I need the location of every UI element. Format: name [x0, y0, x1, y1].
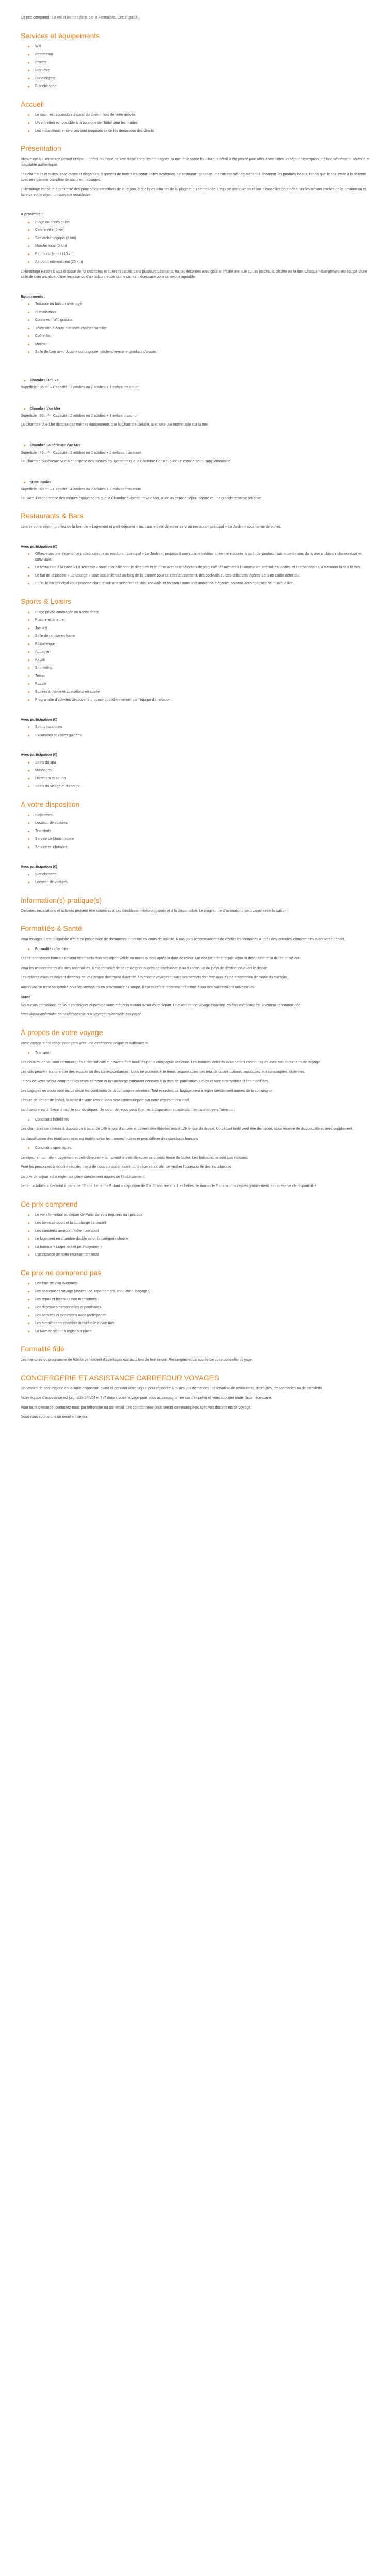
list-item: ■ Conditions hôtelières	[28, 1117, 370, 1123]
list-item: ■ Blanchisserie	[28, 872, 370, 878]
list-item: ■ Massages	[28, 768, 370, 774]
room-description: Superficie : 35 m² – Capacité : 2 adultes ou 2 adultes + 1 enfant maximum	[21, 414, 140, 418]
list-item: ■ Tennis	[28, 674, 370, 680]
services-list	[28, 44, 370, 90]
paragraph: Votre voyage a été conçu pour vous offrir une expérience unique et authentique.	[21, 1041, 149, 1045]
paragraph: Aucun vaccin n'est obligatoire pour les voyageurs en provenance d'Europe. Il est toutefois recommandé d'être à jour des vaccinations universelles.	[21, 985, 255, 989]
restaurants-list	[28, 552, 370, 587]
disposition-list	[28, 813, 370, 851]
list-item: ■ Soins du visage et du corps	[28, 784, 370, 790]
sports-list	[28, 610, 370, 703]
list-item: ■ Salle de remise en forme	[28, 634, 370, 639]
list-item: ■ La taxe de séjour à régler sur place	[28, 1329, 370, 1335]
paragraph: Pour voyager, il est obligatoire d'être en possession de documents d'identité en cours de validité. Nous vous recommandons de vérifier les formalités auprès des autorités compétentes avant votre départ.	[21, 938, 345, 941]
room-note: La Chambre Supérieure Vue Mer dispose des mêmes équipements que la Chambre Deluxe, avec un espace salon supplémentaire.	[21, 460, 231, 463]
list-item: ■ Sports nautiques	[28, 725, 370, 731]
paragraph: Les horaires de vol sont communiqués à titre indicatif et peuvent être modifiés par la compagnie aérienne. Les horaires définitifs vous seront communiqués avec vos documents de voyage.	[21, 1060, 321, 1064]
restaurants-title: Restaurants & Bars	[21, 512, 84, 520]
list-item: ■ Paddle	[28, 682, 370, 687]
list-item: ■ Transport	[28, 1050, 370, 1056]
paragraph: Le prix de votre séjour comprend les taxes aéroport et la surcharge carburant connues à la date de publication. Celles-ci sont susceptibles d'être modifiées.	[21, 1079, 269, 1083]
list-item: ■ Parcours de golf (10 km)	[28, 252, 370, 258]
list-item: ■ Les activités et excursions avec participation	[28, 1313, 370, 1319]
list-item: ■ Un entretien est possible à la boutique de l'hôtel pour les mariés	[28, 121, 370, 126]
list-item: ■ Snorkeling	[28, 666, 370, 671]
list-item: ■ Les assurances voyage (assistance, rapatriement, annulation, bagages)	[28, 1289, 370, 1295]
list-item: ■ Le salon est accessible à partir du chek-in lors de votre arrivée	[28, 113, 370, 118]
paragraph: L'Hermitage est situé à proximité des principales attractions de la région, à quelques minutes de la plage et du centre-ville. L'équipe attentive saura vous conseiller pour découvrir les trésors cachés de la destination et faire de votre séjour un souvenir inoubliable.	[21, 188, 366, 197]
list-item	[28, 947, 370, 953]
list-item: ■ Les dépenses personnelles et pourboires	[28, 1305, 370, 1311]
list-item: ■ Plage privée aménagée en accès direct	[28, 610, 370, 616]
list-item: ■ Hammam et sauna	[28, 776, 370, 782]
hermitage-description: L'Hermitage Resort & Spa dispose de 72 chambres et suites réparties dans plusieurs bâtiments, toutes décorées avec goût et offrant une vue sur les jardins, la piscine ou la mer. Chaque hébergement est équipé d'une salle de bain privative, d'une terrasse ou d'un balcon, et de tout le confort nécessaire pour un séjour agréable.	[21, 269, 367, 279]
paragraph: Pour les personnes à mobilité réduite, merci de nous consulter avant toute réservation afin de vérifier l'accessibilité des installations.	[21, 1165, 232, 1169]
paragraph: Le tarif « Adulte » s'entend à partir de 12 ans. Le tarif « Enfant » s'applique de 2 à 11 ans révolus. Les bébés de moins de 2 ans sont acceptés gratuitement, sous réserve de disponibilité.	[21, 1184, 318, 1188]
list-item: ■ Marché local (3 km)	[28, 244, 370, 249]
formalites-list	[28, 947, 370, 953]
list-item: ■ Piscine extérieure	[28, 618, 370, 623]
paragraph: Les chambres et suites, spacieuses et élégantes, disposent de toutes les commodités modernes. Le restaurant propose une cuisine raffinée mettant à l'honneur les produits locaux, tandis que le spa invite à la détente avec une gamme complète de soins et massages.	[21, 173, 366, 182]
list-item: ■ Kayak	[28, 658, 370, 664]
list-item: ■ Programme d'activités découverte proposé quotidiennement par l'équipe d'animation	[28, 698, 370, 703]
list-item: ■ Les taxes aéroport et la surcharge carburant	[28, 1221, 370, 1226]
spa-title: Avec participation (€)	[21, 753, 57, 757]
ce-prix-ne-comprend-pas-title: Ce prix ne comprend pas	[21, 1268, 102, 1277]
autres-services-title: Avec participation (€)	[21, 865, 57, 869]
list-item: ■ Piscine	[28, 60, 370, 66]
room-name: ■ Chambre Deluxe	[30, 378, 370, 384]
paragraph: Un service de conciergerie est à votre disposition avant et pendant votre séjour pour répondre à toutes vos demandes : réservation de restaurants, d'activités, de spectacles ou de transferts.	[21, 1386, 323, 1391]
paragraph: Le séjour en formule « Logement et petit-déjeuner » comprend le petit-déjeuner servi sous forme de buffet. Les boissons ne sont pas incluses.	[21, 1156, 248, 1160]
restaurants-extra-title: Avec participation (€)	[21, 545, 57, 549]
diplomatie-link[interactable]: https://www.diplomatie.gouv.fr/fr/conseils-aux-voyageurs/conseils-par-pays/	[21, 1013, 141, 1016]
fidelite-title: Formalité fidé	[21, 1345, 64, 1353]
list-item: ■ Les frais de visa éventuels	[28, 1281, 370, 1287]
presentation-title: Présentation	[21, 144, 61, 152]
list-item: ■ Bicyclettes	[28, 813, 370, 819]
list-item: ■ Les suppléments chambre individuelle et vue mer	[28, 1321, 370, 1327]
paragraph: Pour les ressortissants d'autres nationalités, il est conseillé de se renseigner auprès de l'ambassade ou du consulat du pays de destination avant le départ.	[21, 966, 269, 970]
list-item: ■ Blanchisserie	[28, 84, 370, 90]
list-item: ■ Les repas et boissons non mentionnés	[28, 1297, 370, 1303]
list-item: ■ Coffre-fort	[28, 334, 370, 340]
paragraph: Les enfants mineurs doivent disposer de leur propre document d'identité. Un mineur voyageant sans ses parents doit être muni d'une autorisation de sortie du territoire.	[21, 976, 288, 979]
list-item: ■ Site archéologique (8 km)	[28, 236, 370, 242]
list-item: ■ Transferts	[28, 829, 370, 835]
list-item: ■ Les transferts aéroport / hôtel / aéroport	[28, 1229, 370, 1234]
paragraph: Notre équipe d'assistance est joignable 24h/24 et 7j/7 durant votre voyage pour vous accompagner en cas d'imprévu et vous apporter toute l'aide nécessaire.	[21, 1396, 272, 1400]
list-item: ■ Le vol aller-retour au départ de Paris sur vols réguliers ou spéciaux	[28, 1213, 370, 1218]
list-item: ■ Restaurant	[28, 52, 370, 58]
list-item: ■ Le logement en chambre double selon la catégorie choisie	[28, 1236, 370, 1242]
info-text: Certaines installations et activités peuvent être soumises à des conditions météorologiques et à la disponibilité. Le programme d'animations peut varier selon la saison.	[21, 909, 288, 913]
paragraph: Nous vous conseillons de vous renseigner auprès de votre médecin traitant avant votre départ. Une assurance voyage couvrant les frais médicaux est vivement recommandée.	[21, 1003, 301, 1007]
accueil-title: Accueil	[21, 99, 44, 108]
info-title: Information(s) pratique(s)	[21, 895, 102, 904]
spa-list	[28, 760, 370, 790]
ce-prix-comprend-list	[28, 1213, 370, 1258]
room-name: ■ Chambre Supérieure Vue Mer	[30, 443, 370, 449]
list-item: ■ Soins du spa	[28, 760, 370, 766]
room-note: La Chambre Vue Mer dispose des mêmes équipements que la Chambre Deluxe, avec une vue imprenable sur la mer.	[21, 422, 209, 427]
paragraph: Lors de votre séjour, profitez de la formule « Logement et petit-déjeuner » incluant le petit-déjeuner servi au restaurant principal « Le Jardin » sous forme de buffet.	[21, 525, 281, 529]
room-name: ■ Chambre Vue Mer	[30, 406, 370, 412]
formalite-label: Formalités d'entrée	[35, 947, 69, 951]
list-item: ■ Enfin, le bar principal vous propose chaque soir une sélection de vins, cocktails et boissons dans une ambiance élégante, souvent accompagnée de musique live.	[28, 581, 370, 587]
paragraph: Nous vous souhaitons un excellent séjour.	[21, 1415, 88, 1419]
room-note: La Suite Junior dispose des mêmes équipements que la Chambre Supérieure Vue Mer, avec un espace séjour séparé et une grande terrasse privative.	[21, 496, 263, 500]
list-item: ■ Terrasse ou balcon aménagé	[28, 302, 370, 308]
list-item: ■ Connexion Wifi gratuite	[28, 318, 370, 324]
list-item: ■ Les installations et services sont proposés selon les demandes des clients	[28, 129, 370, 134]
room-description: Superficie : 45 m² – Capacité : 3 adultes ou 2 adultes + 2 enfants maximum	[21, 451, 141, 455]
formalites-title: Formalités & Santé	[21, 924, 83, 933]
list-item: ■ Salle de bain avec douche ou baignoire, sèche-cheveux et produits d'accueil	[28, 350, 370, 355]
list-item: ■ Télévision à écran plat avec chaînes satellite	[28, 326, 370, 332]
list-item: ■ Le bar de la piscine « Le Lounge » vous accueille tout au long de la journée pour un rafraîchissement, des cocktails ou des collations légères dans un cadre détendu.	[28, 573, 370, 579]
paragraph: La chambre est à libérer à midi le jour du départ. Un salon de repos peut être mis à disposition en attendant le transfert vers l'aéroport.	[21, 1108, 236, 1112]
aproximite-title: À proximité :	[21, 213, 43, 216]
list-item: ■ Soirées à thème et animations en soirée	[28, 690, 370, 696]
list-item: ■ Conditions spécifiques	[28, 1146, 370, 1151]
list-item: ■ Plage en accès direct	[28, 220, 370, 226]
sante-title: Santé	[21, 996, 31, 999]
paragraph: Les ressortissants français doivent être munis d'un passeport valide au moins 6 mois après la date de retour. Un visa peut être requis selon la destination et la durée du séjour.	[21, 957, 300, 960]
list-item: ■ Centre-ville (5 km)	[28, 228, 370, 233]
paragraph: L'heure de départ de l'hôtel, la veille de votre retour, vous sera communiquée par notre représentant local.	[21, 1098, 190, 1103]
paragraph: Pour toute demande, contactez-nous par téléphone ou par email. Les coordonnées vous seront communiquées avec vos documents de voyage.	[21, 1405, 252, 1410]
hotel-list	[28, 1117, 370, 1123]
room-name: ■ Suite Junior	[30, 480, 370, 486]
apropos-title: À propos de votre voyage	[21, 1028, 103, 1037]
equipements-list	[28, 302, 370, 355]
equipements-title: Équipements :	[21, 295, 46, 299]
paragraph: Les chambres sont mises à disposition à partir de 14h le jour d'arrivée et doivent être libérées avant 12h le jour du départ. Un départ tardif peut être demandé, sous réserve de disponibilité et avec supplément.	[21, 1127, 353, 1131]
ce-prix-ne-comprend-pas-list	[28, 1281, 370, 1335]
autres-services-list	[28, 872, 370, 886]
aproximite-list	[28, 220, 370, 265]
paragraph: Bienvenue au Hermitage Resort et Spa, un hôtel-boutique de luxe niché entre les montagnes, la mer et le sable fin. Chaque détail a été pensé pour offrir à ses hôtes un séjour d'exception, mêlant raffinement, sérénité et hospitalité authentique.	[21, 158, 370, 167]
list-item: ■ Wifi	[28, 44, 370, 50]
accueil-list	[28, 113, 370, 134]
paragraph: Les membres du programme de fidélité bénéficient d'avantages exclusifs lors de leur séjour. Renseignez-vous auprès de votre conseiller voyage.	[21, 1358, 253, 1362]
list-item: ■ Aéroport international (25 km)	[28, 260, 370, 265]
list-item: ■ Excursions et visites guidées	[28, 733, 370, 739]
list-item: ■ Bien-être	[28, 68, 370, 74]
list-item: ■ Offrez-vous une expérience gastronomique au restaurant principal « Le Jardin », proposant une cuisine méditerranéenne élaborée à partir de produits frais et de saison, dans une ambiance chaleureuse et conviviale.	[28, 552, 370, 563]
paragraph: Les bagages en soute sont inclus selon les conditions de la compagnie aérienne. Tout excédent de bagage sera à régler directement auprès de la compagnie.	[21, 1089, 274, 1093]
cond-list	[28, 1146, 370, 1151]
transport-list	[28, 1050, 370, 1056]
list-item: ■ Aquagym	[28, 650, 370, 655]
list-item: ■ La formule « Logement et petit-déjeuner »	[28, 1245, 370, 1250]
list-item: ■ L'assistance de notre représentant local	[28, 1252, 370, 1258]
ce-prix-comprend-title: Ce prix comprend	[21, 1199, 78, 1208]
room-description: Superficie : 35 m² – Capacité : 2 adultes ou 2 adultes + 1 enfant maximum	[21, 386, 140, 389]
sports-title: Sports & Loisirs	[21, 597, 72, 605]
list-item: ■ Location de voitures	[28, 821, 370, 826]
list-item: ■ Climatisation	[28, 310, 370, 316]
list-item: ■ Minibar	[28, 342, 370, 348]
disposition-title: À votre disposition	[21, 800, 80, 808]
list-item: ■ Service de blanchisserie	[28, 837, 370, 842]
room-description: Superficie : 60 m² – Capacité : 4 adultes ou 2 adultes + 2 enfants maximum	[21, 488, 141, 492]
intro-text: Ce prix comprend : Le vol et les transferts par le Formalités. Circuit guidé.	[21, 16, 139, 20]
list-item: ■ Conciergerie	[28, 76, 370, 82]
list-item: ■ Service en chambre	[28, 845, 370, 851]
paragraph: La classification des établissements est établie selon les normes locales et peut différer des standards français.	[21, 1137, 199, 1141]
list-item: ■ Le restaurant à la carte « La Terrasse » vous accueille pour le déjeuner et le dîner avec une sélection de plats raffinés mettant à l'honneur les spécialités locales et internationales, à savourer face à la mer.	[28, 565, 370, 571]
conciergerie-title: CONCIERGERIE ET ASSISTANCE CARREFOUR VOYAGES	[21, 1373, 219, 1382]
paragraph: La taxe de séjour est à régler sur place directement auprès de l'établissement.	[21, 1175, 146, 1179]
list-item: ■ Bibliothèque	[28, 642, 370, 648]
services-title: Services et équipements	[21, 31, 100, 40]
list-item: ■ Jacuzzi	[28, 626, 370, 632]
sports-extra-list	[28, 725, 370, 738]
sports-extra-title: Avec participation (€)	[21, 718, 57, 722]
list-item: ■ Location de voitures	[28, 880, 370, 886]
paragraph: Les vols peuvent comprendre des escales ou des correspondances. Nous ne pouvons être tenus responsables des retards ou annulations imputables aux compagnies aériennes.	[21, 1070, 306, 1074]
